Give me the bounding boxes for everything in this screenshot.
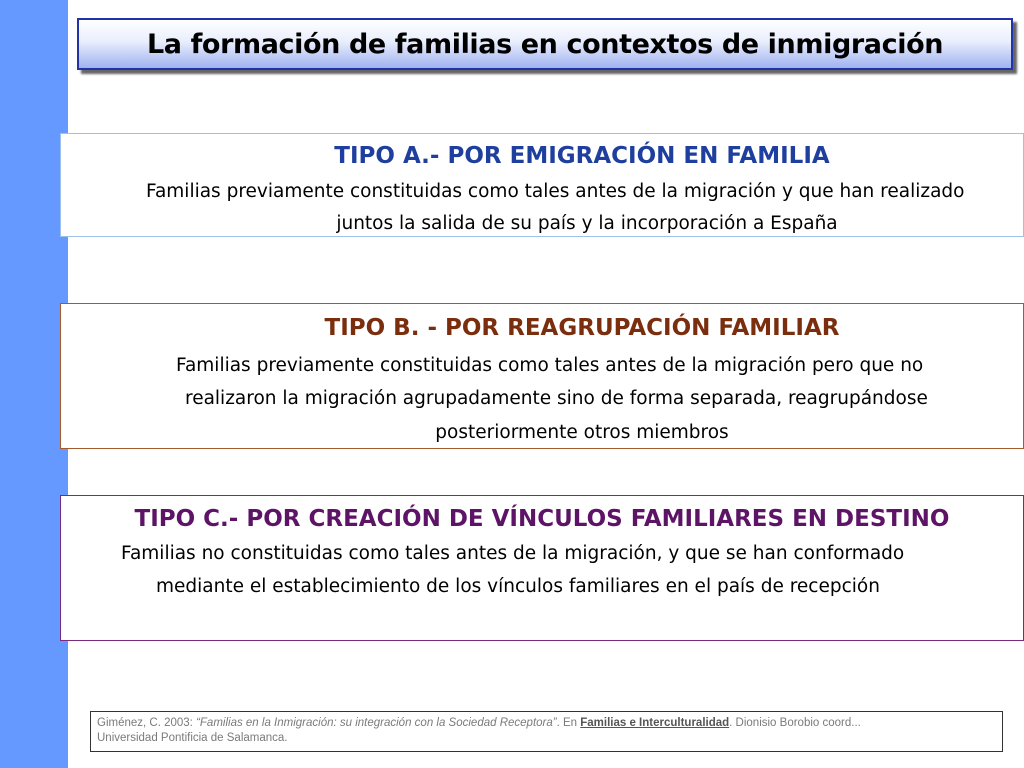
- type-a-line-1: Familias previamente constituidas como tales antes de la migración y que han realizado: [146, 181, 965, 202]
- reference-citation: [90, 711, 1003, 752]
- slide-title: La formación de familias en contextos de inmigración: [146, 28, 944, 60]
- reference-author: Giménez, C. 2003:: [97, 717, 197, 729]
- reference-tail: . Dionisio Borobio coord...: [729, 717, 861, 729]
- type-b-line-3: posteriormente otros miembros: [435, 422, 729, 443]
- reference-book-link[interactable]: Familias e Interculturalidad: [580, 717, 730, 729]
- side-accent-bar: [0, 0, 68, 768]
- type-c-box: [60, 495, 1024, 641]
- type-a-heading: TIPO A.- POR EMIGRACIÓN EN FAMILIA: [334, 143, 830, 169]
- type-b-heading: TIPO B. - POR REAGRUPACIÓN FAMILIAR: [324, 315, 840, 341]
- reference-mid: . En: [556, 717, 581, 729]
- type-c-heading: TIPO C.- POR CREACIÓN DE VÍNCULOS FAMILIARES EN DESTINO: [134, 506, 950, 532]
- type-b-line-2: realizaron la migración agrupadamente sino de forma separada, reagrupándose: [185, 388, 928, 409]
- reference-article: “Familias en la Inmigración: su integración con la Sociedad Receptora”: [196, 717, 557, 729]
- type-b-line-1: Familias previamente constituidas como tales antes de la migración pero que no: [176, 355, 924, 376]
- type-a-line-2: juntos la salida de su país y la incorporación a España: [336, 213, 838, 234]
- type-a-box: [60, 133, 1024, 237]
- title-box: [77, 18, 1013, 70]
- type-c-line-1: Familias no constituidas como tales antes de la migración, y que se han conformado: [121, 543, 905, 564]
- type-c-line-2: mediante el establecimiento de los vínculos familiares en el país de recepción: [156, 576, 880, 597]
- type-b-box: [60, 303, 1024, 449]
- reference-publisher: Universidad Pontificia de Salamanca.: [97, 732, 288, 744]
